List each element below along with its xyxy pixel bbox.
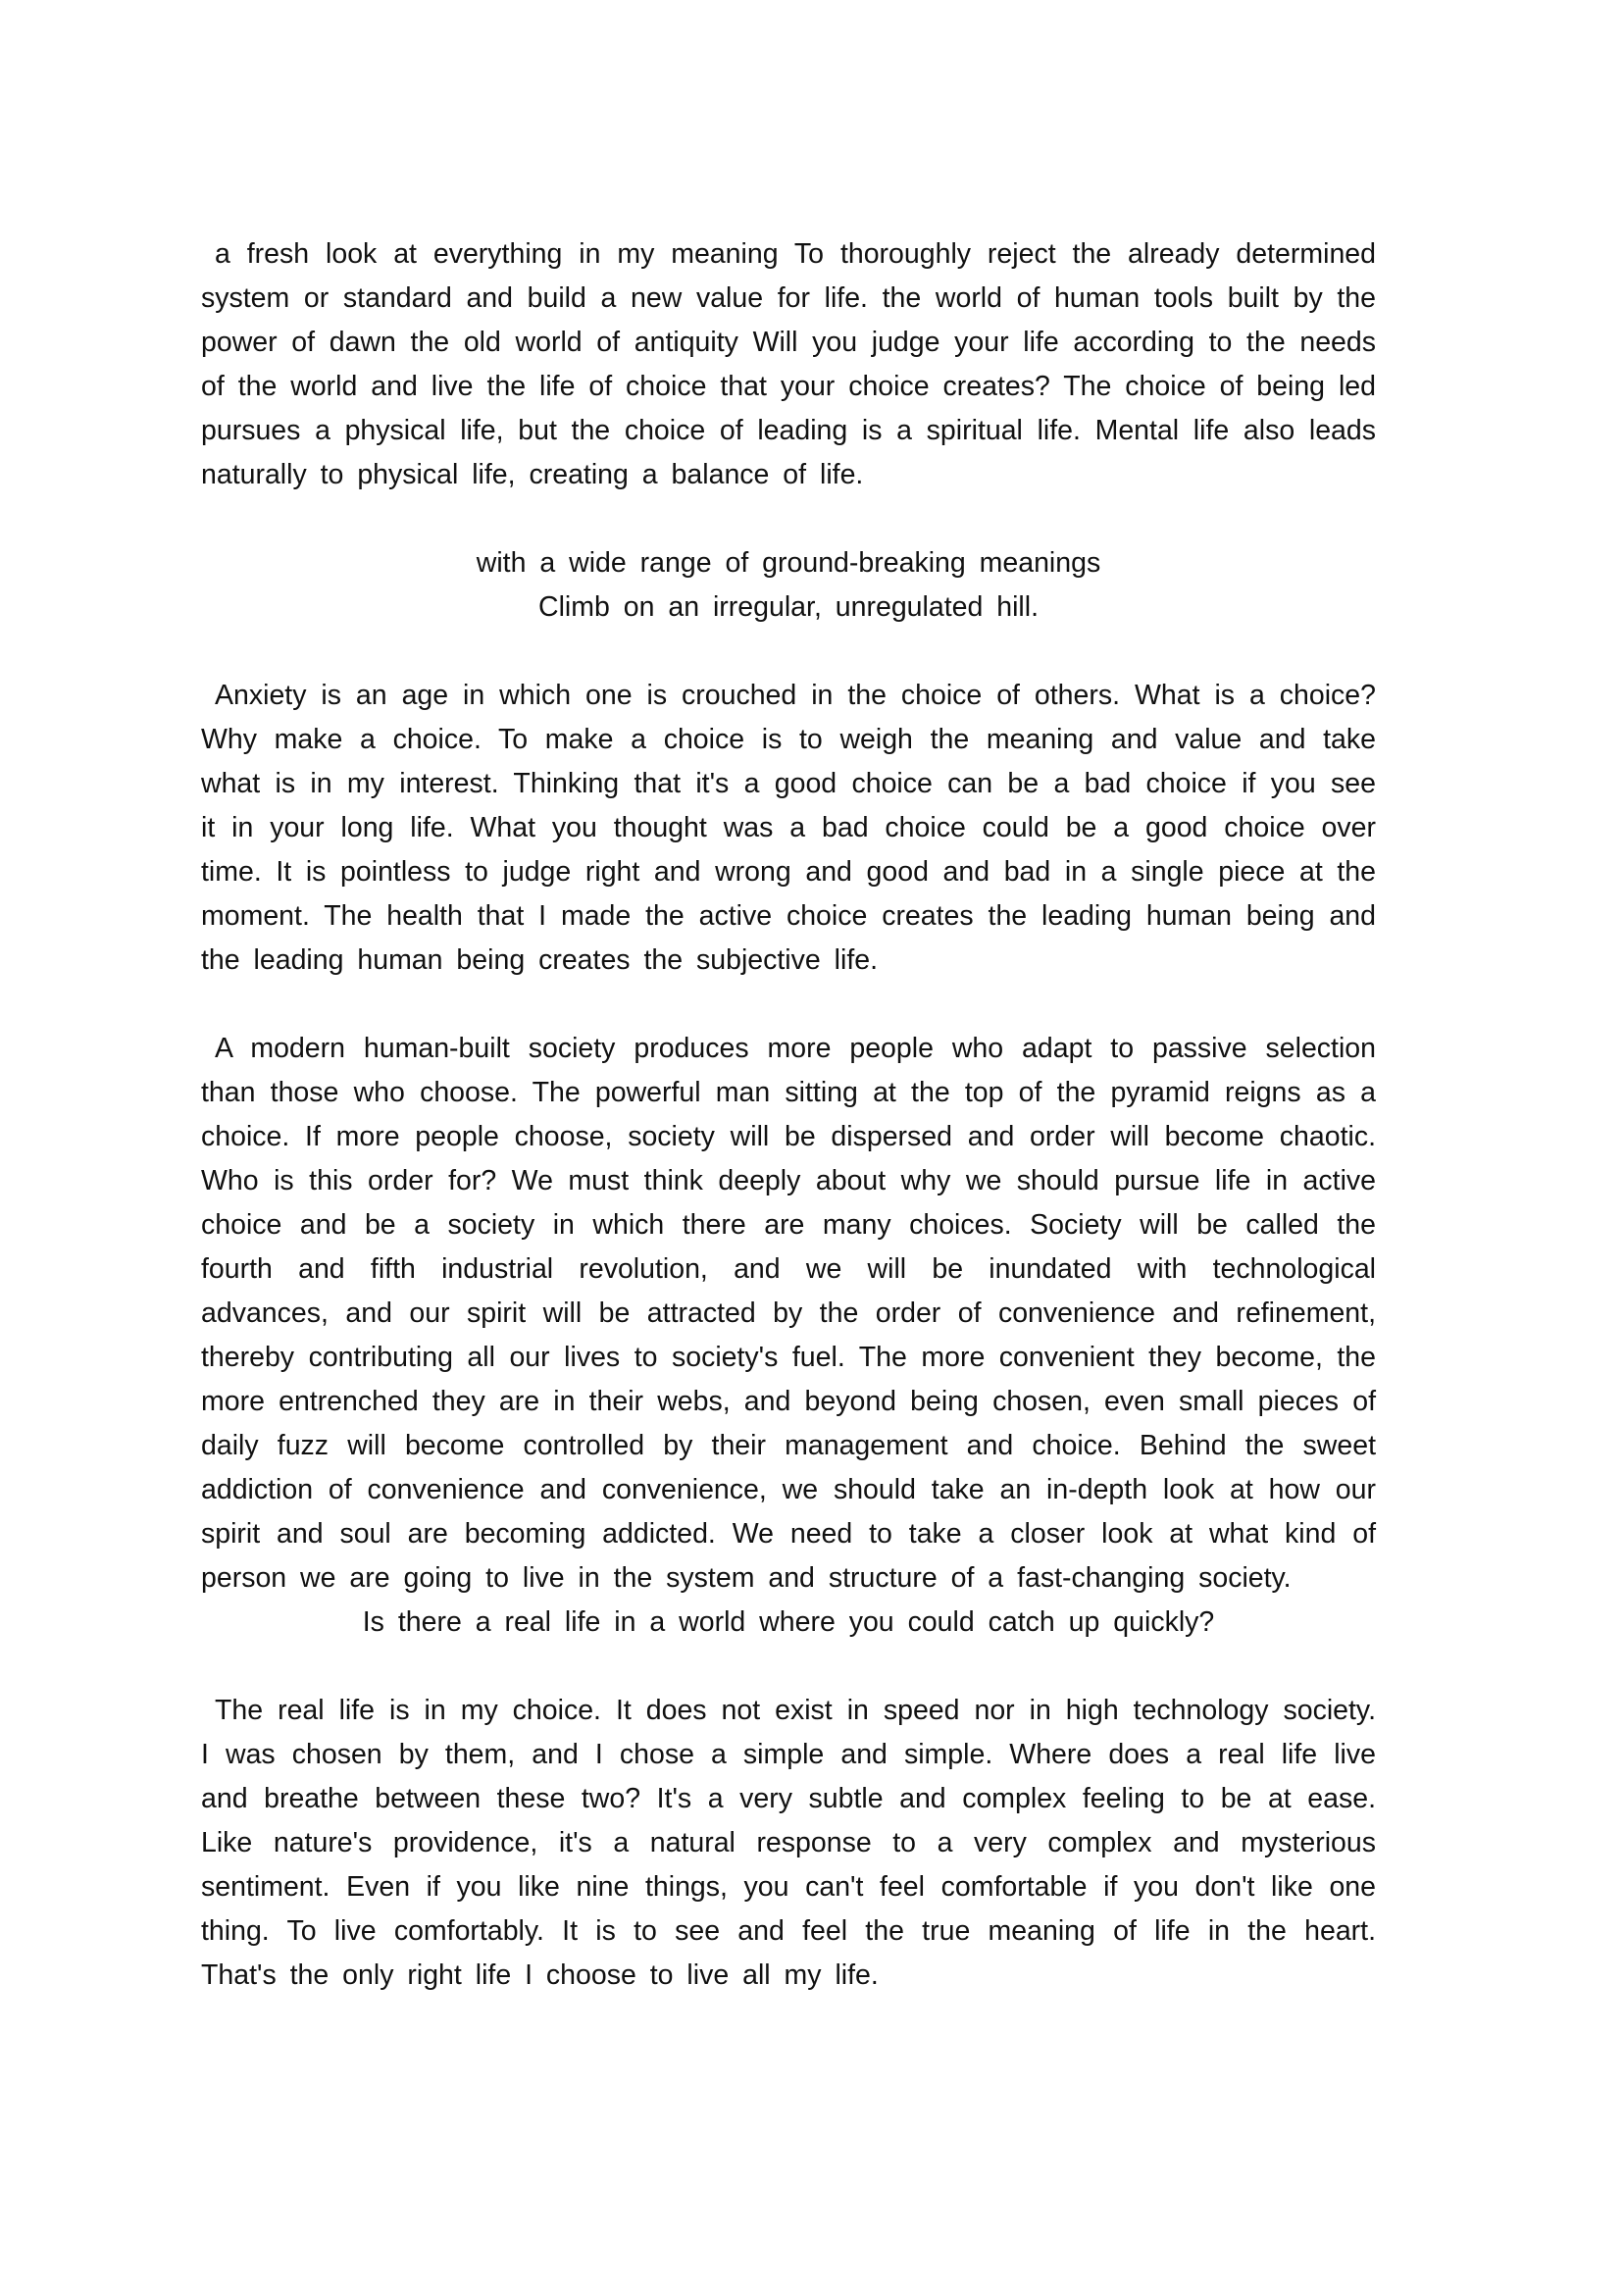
document-page [201, 232, 1376, 1998]
paragraph-modern-society: A modern human-built society produces more people who adapt to passive selection than those who choose. The powerful man sitting at the top of the pyramid reigns as a choice. If more people choose, society will be dispersed and order will become chaotic. Who is this order for? We must think deeply about why we should pursue life in active choice and be a society in which there are many choices. Society will be called the fourth and fifth industrial revolution, and we will be inundated with technological advances, and our spirit will be attracted by the order of convenience and refinement, thereby contributing all our lives to society's fuel. The more convenient they become, the more entrenched they are in their webs, and beyond being chosen, even small pieces of daily fuzz will become controlled by their management and choice. Behind the sweet addiction of convenience and convenience, we should take an in-depth look at how our spirit and soul are becoming addicted. We need to take a closer look at what kind of person we are going to live in the system and structure of a fast-changing society. [201, 1033, 1376, 1594]
spacer [201, 497, 1376, 541]
paragraph-intro: a fresh look at everything in my meaning To thoroughly reject the already determined system or standard and build a new value for life. the world of human tools built by the power of dawn the old world of antiquity Will you judge your life according to the needs of the world and live the life of choice that your choice creates? The choice of being led pursues a physical life, but the choice of leading is a spiritual life. Mental life also leads naturally to physical life, creating a balance of life. [201, 238, 1376, 490]
paragraph-real-life: The real life is in my choice. It does not exist in speed nor in high technology society. I was chosen by them, and I chose a simple and simple. Where does a real life live and breathe between these two? It's a very subtle and complex feeling to be at ease. Like nature's providence, it's a natural response to a very complex and mysterious sentiment. Even if you like nine things, you can't feel comfortable if you don't like one thing. To live comfortably. It is to see and feel the true meaning of life in the heart. That's the only right life I choose to live all my life. [201, 1695, 1376, 1991]
paragraph-anxiety: Anxiety is an age in which one is crouched in the choice of others. What is a choice? Why make a choice. To make a choice is to weigh the meaning and value and take what is in my interest. Thinking that it's a good choice can be a bad choice if you see it in your long life. What you thought was a bad choice could be a good choice over time. It is pointless to judge right and wrong and good and bad in a single piece at the moment. The health that I made the active choice creates the leading human being and the leading human being creates the subjective life. [201, 680, 1376, 976]
spacer [201, 630, 1376, 674]
question-line: Is there a real life in a world where you could catch up quickly? [362, 1606, 1215, 1638]
spacer [201, 1645, 1376, 1689]
verse-line-1: with a wide range of ground-breaking meanings [476, 547, 1101, 579]
verse-line-2: Climb on an irregular, unregulated hill. [537, 591, 1040, 623]
spacer [201, 983, 1376, 1027]
